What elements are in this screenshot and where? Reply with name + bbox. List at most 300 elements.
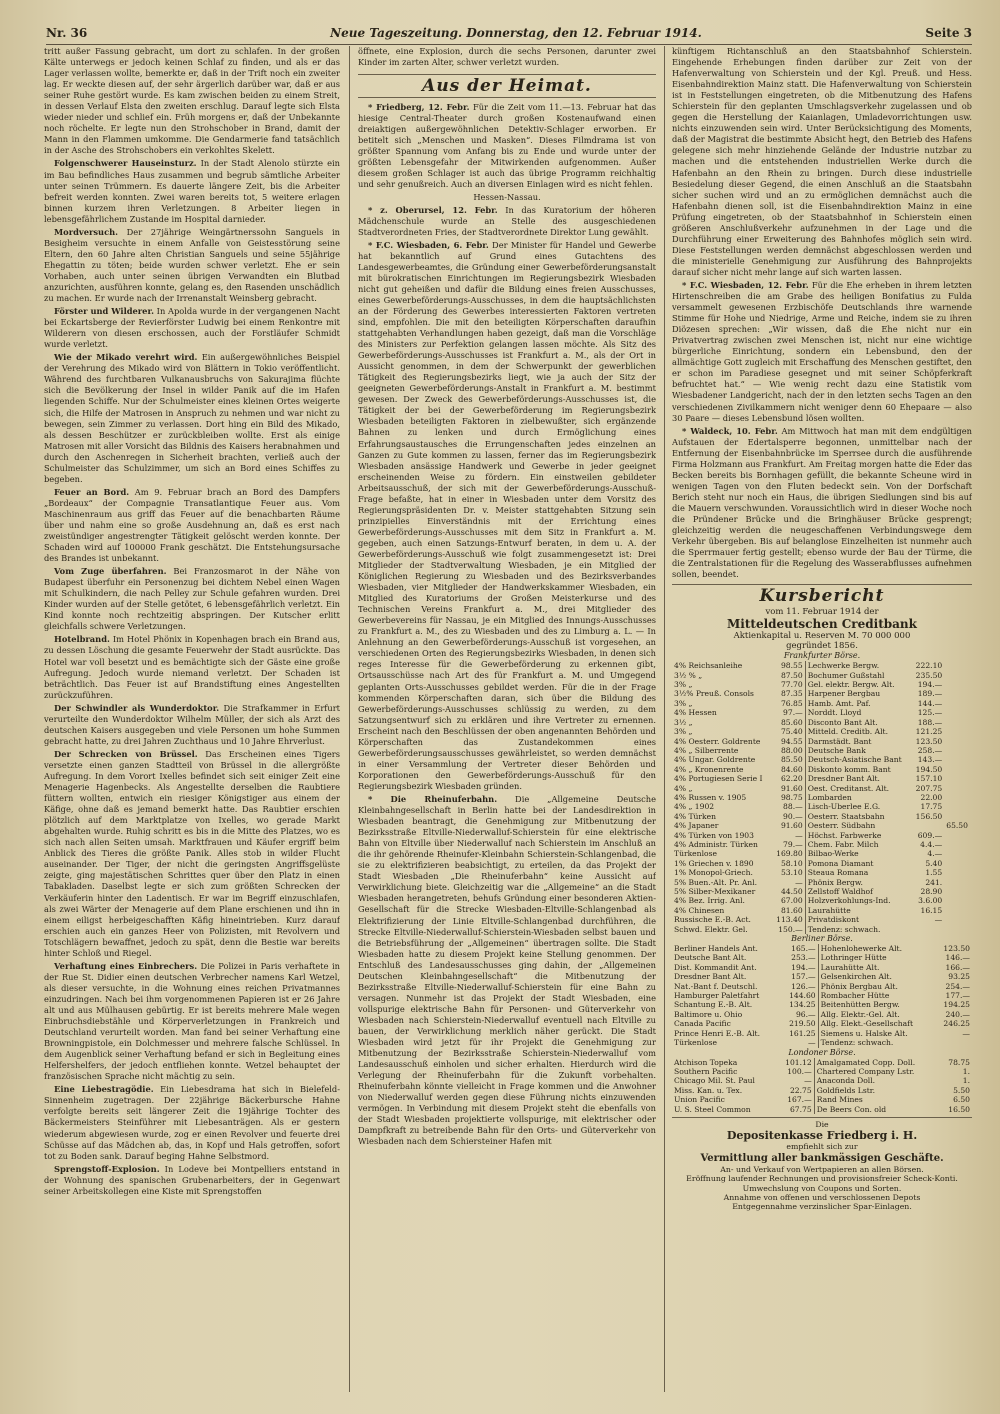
security-name: Disconto Bant Alt. (805, 718, 911, 727)
news-item (44, 566, 340, 632)
quote-row (672, 925, 972, 934)
quote-value: 134.25 (789, 1000, 816, 1010)
page-header (46, 26, 972, 45)
quote-value: 194.50 (915, 764, 943, 774)
security-name: Berliner Handels Ant. (674, 944, 758, 954)
news-headline: Mordversuch. (54, 226, 119, 237)
quote-row (672, 727, 972, 736)
quote-value: 96.— (795, 1009, 816, 1019)
quote-value: 150.— (778, 924, 803, 934)
quote-row (672, 1058, 972, 1067)
ad-recommend: empfiehlt sich zur (786, 1142, 858, 1152)
quote-value: 235.50 (915, 670, 943, 680)
column-3 (672, 46, 972, 1392)
quote-value (911, 925, 944, 934)
quote-value (911, 821, 944, 830)
security-name: Rand Mines (814, 1095, 940, 1104)
quote-row (672, 1038, 972, 1047)
quote-value: 22.00 (920, 792, 943, 802)
security-name: U. S. Steel Common (674, 1104, 751, 1114)
quote-row (672, 840, 972, 849)
security-name: Canada Pacific (674, 1019, 731, 1029)
security-name: Goldfields Lstr. (814, 1086, 940, 1095)
news-text: Am Mittwoch hat man mit dem endgültigen Aufstauen der Edertalsperre begonnen, unmittelbar nach der Entfernung der Eisenbahnbrücke im Sperrsee durch die ausführende Firma Holzmann aus Frankfurt. Am Freitag morgen hatte die Eder das Becken bereits bis Bornhagen gefüllt, die bekannte Scheune wird in wenigen Tagen von den Fluten bedeckt sein. Von der Dorfschaft Berich steht nur noch ein Haus, die übrigen Siedlungen sind bis auf die Mauern verschwunden. Voraussichtlich wird in dieser Woche noch die Pründener Brücke und die Bringhäuser Brücke gesprengt; gleichzeitig werden die neugeschaffenen Verbindungswege dem Verkehr übergeben. Bis auf belanglose Einzelheiten ist nunmehr auch die Sperrmauer fertig gestellt; ebenso wurde der Bau der Türme, die die Zentralstationen für die Regelung des Wasserabflusses aufnehmen sollen, beendet. (672, 425, 972, 580)
quote-value: 254.— (945, 981, 970, 991)
security-name: Bochumer Gußstahl (805, 671, 911, 680)
quote-value: 16.50 (948, 1104, 970, 1114)
security-name: Lechwerke Bergw. (805, 661, 911, 670)
security-name: Darmstädt. Bant (805, 737, 911, 746)
news-text: tritt außer Fassung gebracht, um dort zu schlafen. In der großen Kälte unterwegs er jedoch keinen Schlaf zu finden, und als er das Lager verlassen wollte, bemerkte er, daß in der Trift noch ein zweiter lag. Er weckte diesen auf, der sehr ärgerlich darüber war, daß er aus seiner Ruhe gestört wurde. Es kam zwischen beiden zu einem Streit, in dessen Verlauf Elsta den zweiten erschlug. Darauf legte sich Elsta wieder nieder und schlief ein. Früh morgens er, daß der Unbekannte noch röchelte. Er legte nun den Strohschober in Brand, damit der Mann in den Flammen umkomme. Die Gendarmerie fand tatsächlich in der Asche des Strohschobers ein verkohltes Skelett. (44, 46, 340, 156)
quote-value: 125.— (917, 708, 943, 718)
security-name: 1% Griechen v. 1890 (674, 858, 754, 868)
quote-row (672, 689, 972, 698)
quote-value: 87.50 (780, 670, 803, 680)
news-headline: * z. Oberursel, 12. Febr. (368, 204, 498, 215)
quote-row (672, 878, 972, 887)
news-text: Für die Zeit vom 11.—13. Februar hat das hiesige Central-Theater durch großen Kostenaufwand einen dreiaktigen außergewöhnlichen Detektiv-Schlager erworben. Er betitelt sich „Menschen und Masken“. Dieses Filmdrama ist von größter Spannung vom Anfang bis zu Ende und wurde unter der größten Lebensgefahr der Mitwirkenden aufgenommen. Außer diesem großen Schlager ist auch das übrige Programm reichhaltig und sehr genußreich. Auch an diversen Einlagen wird es nicht fehlen. (358, 102, 656, 190)
quote-value: 62.20 (780, 774, 803, 784)
news-text: Ein außergewöhnliches Beispiel der Verehrung des Mikado wird von Blättern in Tokio veröffentlicht. Während des furchtbaren Vulkanausbruchs von Sakurajima flüchte sich die Bevölkerung der Insel in wilder Panik auf die im Hafen liegenden Schiffe. Nur der Schulmeister eines kleinen Ortes weigerte sich, die Hilfe der Matrosen in Anspruch zu nehmen und war nicht zu bewegen, sein Zimmer zu verlassen. Dort hing ein Bild des Mikado, als dessen Beschützer er zurückbleiben wollte. Erst als einige Matrosen mit aller Vorsicht das Bildnis des Kaisers herabnahmen und durch den Aschenregen in Sicherheit brachten, verließ auch der Schulmeister das Schulzimmer, um sich an Bord eines Schiffes zu begeben. (44, 352, 340, 484)
market-report-title: Kursbericht (672, 584, 972, 607)
security-name: Bilbao-Werke (805, 849, 911, 858)
quote-row (672, 774, 972, 783)
quote-row (672, 944, 972, 953)
quote-row (672, 708, 972, 717)
news-text: In das Kuratorium der höheren Mädchenschule wurde an Stelle des ausgeschiedenen Stadtverordneten Fries, der Stadtverordnete Direktor Lung gewählt. (358, 204, 656, 237)
quote-value: 1. (962, 1076, 970, 1086)
news-text: In Apolda wurde in der vergangenen Nacht bei Eckartsberge der Revierförster Ludwig bei einem Renkontre mit Wilderern von diesen erschossen, auch der Forstläufer Schmidt wurde verletzt. (44, 306, 340, 350)
news-item (44, 1164, 340, 1197)
security-name: Mitteld. Creditb. Alt. (805, 727, 911, 736)
quote-row (672, 671, 972, 680)
quote-value: 219.50 (789, 1019, 816, 1029)
market-report-date: vom 11. Februar 1914 der (765, 607, 879, 618)
quote-value: 98.75 (780, 792, 803, 802)
news-text: In der Stadt Alenolo stürzte ein im Bau befindliches Haus zusammen und begrub sämtliche Arbeiter unter seinen Trümmern. Es dauerte längere Zeit, bis die Arbeiter befreit werden konnten. Zwei waren bereits tot, 5 weitere erlagen binnen kurzem ihren Verletzungen. 8 Arbeiter liegen in lebensgefährlichem Zustande im Hospital darnieder. (44, 158, 340, 224)
quote-value: 98.55 (780, 661, 803, 671)
news-item (358, 205, 656, 238)
security-name: 4% Türken (674, 811, 717, 821)
security-name: Steaua Romana (805, 868, 911, 877)
security-name: 5% Silber-Mexikaner (674, 887, 756, 896)
quote-value: 166.— (945, 962, 970, 972)
quote-value: 88.00 (780, 745, 803, 755)
quote-row (672, 755, 972, 764)
news-text: Der Minister für Handel und Gewerbe hat bekanntlich auf Grund eines Gutachtens des Landesgewerbeamtes, die Gründung einer Gewerbeförderungsanstalt mit bürokratischen Einrichtungen im Regierungsbezirk Wiesbaden nicht gut geheißen und dafür die Bildung eines freien Ausschusses, eines Gewerbeförderungs-Ausschusses, in dem die hauptsächlichsten an der Förderung des Gewerbes interessierten Faktoren vertreten sind, empfohlen. Die mit den beteiligten Körperschaften daraufhin stattgehabten Verhandlungen haben gezeigt, daß man die Vorschläge des Ministers zur Perfektion gelangen lassen möchte. Als Sitz des Gewerbeförderungs-Ausschusses ist Frankfurt a. M., als der Ort in Aussicht genommen, in dem der Schwerpunkt der gewerblichen Tätigkeit des Regierungsbezirks liegt, wie ja auch der Sitz der geeigneten Gewerbeförderungs-Anstalt in Frankfurt a. M. bestimmt gewesen. Der Zweck des Gewerbeförderungs-Ausschusses ist, die Tätigkeit der bei der Gewerbeförderung im Regierungsbezirk Wiesbaden beteiligten Faktoren in zielbewußter, sich ergänzende Bahnen zu lenken und durch Ermöglichung eines Erfahrungsaustausches die Errungenschaften jedes einzelnen an Ganzen zu Gute kommen zu lassen, ferner das im Regierungsbezirk Wiesbaden ansässige Handwerk und Gewerbe in jeder geeignet erscheinenden Weise zu fördern. Ein einstweilen gebildeter Arbeitsausschuß, der sich mit der Gewerbeförderungs-Ausschuß-Frage befaßte, hat in einer in Wiesbaden unter dem Vorsitz des Regierungspräsidenten Dr. v. Meister stattgehabten Sitzung sein prinzipielles Einverständnis mit der Errichtung eines Gewerbeförderungs-Ausschusses mit dem Sitz in Frankfurt a. M. gegeben, auch einen Satzungs-Entwurf beraten, in dem u. A. der Gewerbeförderungs-Ausschuß wie folgt zusammengesetzt ist: Drei Mitglieder der Stadtverwaltung Wiesbaden, je ein Mitglied der Königlichen Regierung zu Wiesbaden und des Bezirksverbandes Wiesbaden, vier Mitglieder der Handwerkskammer Wiesbaden, ein Mitglied des Kuratoriums der Großen Meisterkurse und des Technischen Vereins Frankfurt a. M., drei Mitglieder des Gewerbevereins für Nassau, je ein Mitglied des Innungs-Ausschusses zu Frankfurt a. M., des zu Wiesbaden und des zu Limburg a. L. — In Anlehnung an den Gewerbeförderungs-Ausschuß ist vorgesehen, an verschiedenen Orten des Regierungsbezirks Wiesbaden, in denen sich reges Interesse für die Gewerbeförderung zu erkennen gibt, Ortsausschüsse nach Art des für Frankfurt a. M. und Umgegend geplanten Orts-Ausschusses gebildet werden. Für die in der Frage kommenden Körperschaften daran, sich über die Bildung des Gewerbeförderungs-Ausschusses schlüssig zu werden, zu dem Satzungsentwurf sich zu erklären und ihre Vertreter zu ernennen. Erscheint nach den Beschlüssen der oben angenannten Behörden und Körperschaften das Zustandekommen eines Gewerbeförderungsausschusses gewährleistet, so werden demnächst in einer Versammlung der Vertreter dieser Behörden und Korporationen den Gewerbeförderungs-Ausschuß für den Regierungsbezirk Wiesbaden gründen. (358, 239, 656, 791)
news-headline: Eine Liebestragödie. (54, 1084, 154, 1095)
quote-row (672, 1000, 972, 1009)
quote-value: 207.75 (915, 783, 943, 793)
news-item (44, 634, 340, 700)
quote-value: — (934, 915, 943, 925)
security-name: 3% „ (674, 727, 693, 737)
quote-value: 144.— (917, 698, 943, 708)
quote-row (672, 982, 972, 991)
news-headline: Hotelbrand. (54, 634, 110, 645)
quote-row (672, 1029, 972, 1038)
security-name: Deutsche Bank (805, 746, 911, 755)
quote-value: 194.— (917, 680, 943, 690)
quote-value: 100.— (787, 1066, 812, 1076)
quote-value: 609.— (917, 830, 943, 840)
quote-value: 81.60 (780, 905, 803, 915)
quote-value: — (962, 1028, 970, 1038)
ad-service-line: Umwechslung von Coupons und Sorten. (742, 1183, 902, 1193)
security-name: Nat.-Bant f. Deutschl. (674, 981, 758, 991)
news-item (358, 102, 656, 190)
quote-row (672, 812, 972, 821)
quote-value: 87.35 (780, 689, 803, 699)
quote-value: 157.— (791, 972, 816, 982)
news-text: Im Hotel Phönix in Kopenhagen brach ein Brand aus, zu dessen Löschung die gesamte Feuerwehr der Stadt ausrückte. Das Hotel war voll besetzt und es bemächtigte sich der Gäste eine große Aufregung. Jedoch wurde niemand verletzt. Der Schaden ist beträchtlich. Das Feuer ist auf Brandstiftung eines Angestellten zurückzuführen. (44, 634, 340, 700)
news-headline: * Die Rheinuferbahn. (368, 794, 498, 804)
security-name: 4% „ 1902 (674, 802, 715, 812)
bank-name: Mitteldeutschen Creditbank (727, 617, 917, 632)
security-name: Gel. elektr. Bergw. Alt. (805, 680, 911, 689)
quote-value: 78.75 (948, 1057, 970, 1067)
quote-value: 17.75 (920, 802, 943, 812)
quote-value: 143.— (917, 755, 943, 765)
quote-value: 4.— (927, 849, 943, 859)
quote-value: 97.— (783, 708, 803, 718)
security-name: Zellstoff Waldhof (805, 887, 911, 896)
quote-value: 146.— (945, 953, 970, 963)
security-name: 4% Chinesen (674, 905, 725, 915)
security-name: 4% Hessen (674, 708, 717, 718)
security-name: Union Pacific (674, 1095, 725, 1105)
news-headline: Der Schwindler als Wunderdoktor. (54, 702, 220, 713)
news-item (672, 46, 972, 278)
ad-service-line: Entgegennahme verzinslicher Spar-Einlagen. (732, 1202, 912, 1212)
quote-value: 258.— (917, 745, 943, 755)
quote-value: 4.4.— (920, 839, 943, 849)
security-name: 4% Japaner (674, 821, 719, 831)
quote-row (672, 737, 972, 746)
security-name: Dresdner Bant Alt. (805, 774, 911, 783)
security-name: Hohenlohewerke Alt. (818, 944, 935, 953)
news-text: künftigem Richtanschluß an den Staatsbahnhof Schierstein. Eingehende Erhebungen finden darüber zur Zeit von der Hafenverwaltung von Schierstein und der Kgl. Preuß. und Hess. Eisenbahndirektion Mainz statt. Die Hafenverwaltung von Schierstein ist in Feststellungen eingetreten, ob die Mitbenutzung des Hafens Schierstein für den geplanten Umschlagsverkehr zugelassen und ob gegen die Herstellung der Kaianlagen, Umladevorrichtungen usw. nichts einzuwenden sein wird. Unter Berücksichtigung des Moments, daß der Magistrat die bestimmte Absicht hegt, den Betrieb des Hafens gelegene sich mehr hinziehende Gelände der Industrie nutzbar zu machen und die entstehenden industriellen Werke durch die Hafenbahn an den Rhein zu bringen. Durch diese industrielle Besiedelung dieser Gegend, die einen Anschluß an die Staatsbahn sicher suchen wird und an zu ermöglichen demnächst auch die Hafenbahn dienen soll, ist die Eisenbahndirektion Mainz in eine Prüfung eingetreten, ob der Staatsbahnhof in Schierstein einen größeren Anschlußverkehr aufzunehmen in der Lage und die Durchführung einer Erweiterung des Bahnhofes möglich sein wird. Diese Feststellungen werden demnächst abgeschlossen werden und die ministerielle Genehmigung zur Ausführung des Bahnprojekts darauf sicher nicht mehr lange auf sich warten lassen. (672, 46, 972, 277)
security-name: Türkenlose (674, 1038, 717, 1048)
news-text: Bei Franzosmarot in der Nähe von Budapest überfuhr ein Personenzug bei dichtem Nebel einen Wagen mit Schulkindern, die nach Pelley zur Schule gefahren wurden. Drei Kinder wurden auf der Stelle getötet, 6 lebensgefährlich verletzt. Ein Kind konnte noch rechtzeitig abspringen. Der Kutscher erlitt gleichfalls schwere Verletzungen. (44, 566, 340, 632)
quote-value: 161.25 (789, 1028, 816, 1038)
quote-row (672, 849, 972, 858)
quote-value (935, 1038, 972, 1047)
quote-row (672, 746, 972, 755)
quote-value: 76.85 (780, 698, 803, 708)
security-name: Allg. Elektr.-Gel. Alt. (818, 1010, 935, 1019)
news-headline: Verhaftung eines Einbrechers. (54, 960, 198, 971)
quote-value: — (795, 877, 803, 887)
quote-row (672, 1067, 972, 1076)
quote-value: 90.— (783, 811, 803, 821)
quote-value: 22.75 (789, 1085, 812, 1095)
quote-row (672, 784, 972, 793)
security-name: Chartered Company Lstr. (814, 1067, 940, 1076)
security-name: 4% „ Silberrente (674, 745, 739, 755)
quote-value: 91.60 (780, 821, 803, 831)
quote-value: 6.50 (953, 1095, 970, 1105)
security-name: 5% Buen.-Alt. Pr. Anl. (674, 877, 758, 887)
security-name: Oesterr. Südbahn (805, 821, 911, 830)
news-text: Ein Liebesdrama hat sich in Bielefeld-Sinnenheim zugetragen. Der 22jährige Bäckerbursche Hahne verfolgte bereits seit längerer Zeit die 19jährige Tochter des Bäckermeisters Steinführer mit Liebesanträgen. Als er gestern wiederum abgewiesen wurde, zog er einen Revolver und feuerte drei Schüsse auf das Mädchen ab, das, in Kopf und Hals getroffen, sofort tot zu Boden sank. Darauf beging Hahne Selbstmord. (44, 1084, 340, 1161)
news-item (358, 240, 656, 792)
column-1 (44, 46, 340, 1392)
security-name: Phönix Bergbau Alt. (818, 982, 935, 991)
news-headline: Folgenschwerer Hauseinsturz. (54, 158, 197, 169)
news-text: Das Erscheinen eines Tigers versetzte einen ganzen Stadtteil von Brüssel in die allergrößte Aufregung. In dem Vorort Ixelles befindet sich seit einiger Zeit eine Menagerie Hagenbecks. Als Angestellte derselben die Raubtiere füttern wollten, entwich ein riesiger Königstiger aus einem der Käfige, ohne daß es jemand bemerkt hatte. Das Raubtier erschien plötzlich auf dem Marktplatze von Ixelles, wo gerade Markt abgehalten wurde. Ruhig schritt es bis in die Mitte des Platzes, wo es sich nach allen Seiten umsah. Marktfrauen und Käufer ergriff beim Anblick des Tieres die größte Panik. Alles stob in wilder Flucht auseinander. Der Tiger, der nicht die geringsten Angriffsgelüste zeigte, ging majestätischen Schrittes quer über den Platz in einen Tabakladen. Daselbst legte er sich zum größten Schrecken der Verkäuferin hinter den Ladentisch. Er war im Begriff einzuschlafen, als zwei Wärter der Menagerie auf dem Plane erschienen und ihn in einem eiligst herbeigeschafften Käfig hineintrieben. Kurz darauf erschien auch ein ganzes Heer von Polizisten, mit Revolvern und Totschlägern bewaffnet, jedoch zu spät, denn die Bestie war bereits hinter Schloß und Riegel. (44, 748, 340, 958)
bank-capital: Aktienkapital u. Reserven M. 70 000 000 (733, 631, 911, 642)
quote-row (672, 915, 972, 924)
quote-row (672, 906, 972, 915)
security-name: Lothringer Hütte (818, 953, 935, 962)
security-name: 4% Portugiesen Serie I (674, 774, 763, 784)
quote-row (672, 1086, 972, 1095)
security-name: 3% „ (674, 680, 693, 690)
bank-founded: gegründet 1856. (786, 641, 858, 652)
security-name: Beitenhütten Bergw. (818, 1000, 935, 1009)
security-name: Türkenlose (674, 849, 717, 859)
security-name: Holzverkohlungs-Ind. (805, 896, 911, 905)
quote-value: 88.— (783, 802, 803, 812)
quote-row (672, 1076, 972, 1085)
bank-advertisement (672, 1117, 972, 1212)
news-item (44, 227, 340, 304)
security-name: Tendenz: schwach. (805, 925, 911, 934)
news-item (358, 794, 656, 1148)
security-name: 3% „ (674, 698, 693, 708)
masthead-line: Neue Tageszeitung. Donnerstag, den 12. Februar 1914. (330, 26, 702, 40)
quote-value: 67.75 (789, 1104, 812, 1114)
ad-service-line: An- und Verkauf von Wertpapieren an allen Börsen. (720, 1164, 924, 1174)
quote-value: 253.— (791, 953, 816, 963)
page-label: Seite 3 (925, 26, 972, 40)
quote-row (672, 718, 972, 727)
quote-value: 246.25 (943, 1019, 970, 1029)
security-name: 4% Bez. Irrig. Anl. (674, 896, 745, 906)
security-name: Prince Henri E.-B. Alt. (674, 1028, 761, 1038)
quote-row (672, 896, 972, 905)
security-name: 1% Monopol-Griech. (674, 868, 753, 878)
news-item (44, 46, 340, 156)
quote-row (672, 802, 972, 811)
security-name: Russische E.-B. Act. (674, 915, 751, 925)
quote-value: 79.— (783, 839, 803, 849)
news-headline: Feuer an Bord. (54, 486, 130, 497)
quote-value: 156.50 (915, 811, 943, 821)
security-name: Allg. Elekt.-Gesellschaft (818, 1019, 935, 1028)
quote-value: 123.50 (915, 736, 943, 746)
quote-row (672, 859, 972, 868)
security-name: Diskonto komm. Bant (805, 765, 911, 774)
quote-value: 101.12 (785, 1057, 812, 1067)
news-headline: * F.C. Wiesbaden, 6. Febr. (368, 239, 489, 250)
security-name: 4% Ungar. Goldrente (674, 755, 756, 765)
security-name: Southern Pacific (674, 1066, 738, 1076)
security-name: 65.50 (946, 821, 968, 831)
quote-value: 240.— (945, 1009, 970, 1019)
quote-row (672, 991, 972, 1000)
news-headline: * Waldeck, 10. Febr. (682, 425, 778, 436)
quote-value: 167.— (787, 1095, 812, 1105)
quote-row (672, 868, 972, 877)
quote-value: 188.— (917, 717, 943, 727)
quote-row (672, 661, 972, 670)
quote-value: 177.— (945, 991, 970, 1001)
quote-value: 113.40 (776, 915, 803, 925)
news-text: Am 9. Februar brach an Bord des Dampfers „Bordeaux“ der Compagnie Transatlantique Feuer aus. Vom Maschinenraum aus griff das Feuer auf die benachbarten Räume über und nahm eine so große Ausdehnung an, daß es erst nach zweistündiger angestrengter Tätigkeit gelöscht werden konnte. Der Schaden wird auf 100000 Frank geschätzt. Die Entstehungsursache des Brandes ist unbekannt. (44, 486, 340, 564)
security-name: Atchison Topeka (674, 1057, 738, 1067)
security-name: Baltimore u. Ohio (674, 1009, 743, 1019)
security-name: Laurahütte Alt. (818, 963, 935, 972)
section-title: Aus der Heimat. (358, 74, 656, 98)
security-name: Amalgamated Copp. Doll. (814, 1058, 940, 1067)
quotes-table-london (672, 1058, 972, 1114)
security-name: 4% „ (674, 783, 693, 793)
column-rule (349, 46, 350, 1392)
security-name: Tendenz: schwach. (818, 1038, 935, 1047)
security-name: Pomona Diamant (805, 859, 911, 868)
security-name: Harpener Bergbau (805, 689, 911, 698)
quote-row (672, 699, 972, 708)
news-item (44, 352, 340, 485)
quote-row (672, 1095, 972, 1104)
quote-value: 165.— (791, 944, 816, 954)
news-headline: Der Schrecken von Brüssel. (54, 748, 198, 759)
news-item (44, 306, 340, 350)
quote-row (672, 821, 972, 830)
quote-value: — (795, 830, 803, 840)
security-name: 4% „ Kronenrente (674, 764, 744, 774)
quote-value: 241. (925, 877, 943, 887)
quote-value: 75.40 (780, 727, 803, 737)
column-2 (358, 46, 656, 1392)
security-name: Miss. Kan. u. Tex. (674, 1085, 743, 1095)
news-item (44, 703, 340, 747)
quote-value: 189.— (917, 689, 943, 699)
quote-value: 16.15 (920, 905, 943, 915)
ad-headline: Vermittlung aller bankmässigen Geschäfte. (700, 1152, 944, 1164)
security-name: Privatdiskont (805, 915, 911, 924)
quote-value: 1.55 (925, 868, 943, 878)
news-item (44, 487, 340, 564)
quote-row (672, 831, 972, 840)
security-name: Dresdner Bant Alt. (674, 972, 747, 982)
news-item (44, 1084, 340, 1161)
security-name: 4% Reichsanleihe (674, 661, 743, 671)
quote-value: 84.60 (780, 764, 803, 774)
quote-value: 58.10 (780, 858, 803, 868)
region-heading: Hessen-Nassau. (473, 192, 541, 203)
security-name: Lombarden (805, 793, 911, 802)
quote-row (672, 680, 972, 689)
quote-value: 94.55 (780, 736, 803, 746)
security-name: Höchst. Farbwerke (805, 831, 911, 840)
quote-row (672, 887, 972, 896)
security-name: Schwd. Elektr. Gel. (674, 924, 748, 934)
news-item (44, 158, 340, 224)
news-headline: Vom Zuge überfahren. (54, 566, 167, 577)
exchange-heading: Berliner Börse. (791, 934, 853, 944)
quote-row (672, 765, 972, 774)
quote-value: 44.50 (780, 887, 803, 896)
security-name: Norddt. Lloyd (805, 708, 911, 717)
quotes-table-frankfurt (672, 661, 972, 934)
security-name: 3½% Preuß. Consols (674, 689, 754, 699)
security-name: De Beers Con. old (814, 1105, 940, 1114)
news-text: Die Strafkammer in Erfurt verurteilte den Wunderdoktor Wilhelm Müller, der sich als Arzt des deutschen Kaisers ausgegeben und viele Personen um hohe Summen gebracht hatte, zu drei Jahren Zuchthaus und 10 Jahre Ehrverlust. (44, 702, 340, 746)
quote-row (672, 793, 972, 802)
security-name: Deutsch-Asiatische Bant (805, 755, 911, 764)
news-headline: * F.C. Wiesbaden, 12. Febr. (682, 279, 809, 290)
quote-value: 144.60 (789, 991, 816, 1001)
quote-value: 5.40 (925, 858, 943, 868)
ad-service-line: Annahme von offenen und verschlossenen Depots (723, 1192, 921, 1202)
news-text: Für die Ehe erheben in ihrem letzten Hirtenschreiben die am Grabe des heiligen Bonifatius zu Fulda versammelt gewesenen Erzbischöfe Deutschlands ihre warnende Stimme für Hohe und Niedrige, Arme und Reiche, indem sie zu ihren Diözesen sprechen: „Wir wissen, daß die Ehe nicht nur ein Privatvertrag zwischen zwei Menschen ist, nicht nur eine wichtige bürgerliche Einrichtung, sondern ein Lebensbund, den der allmächtige Gott zugleich mit Erschaffung des Menschen gestiftet, den er schon im Paradiese gesegnet und mit seiner Schöpferkraft befruchtet hat.“ — Wie wenig recht dazu eine Statistik vom Wiesbadener Landgericht, nach der in den letzten sechs Tagen an den verschiedenen Zivilkammern nicht weniger denn 60 Ehepaare — also 30 Paare — dieses Lebensbund lösen wollten. (672, 279, 972, 423)
security-name: Deutsche Bant Alt. (674, 953, 747, 963)
quote-value: 91.60 (780, 783, 803, 793)
quote-value: — (804, 1076, 812, 1086)
quote-row (672, 953, 972, 962)
quote-row (672, 1019, 972, 1028)
quote-value: 121.25 (915, 727, 943, 737)
column-rule (664, 46, 665, 1392)
exchange-heading: Londoner Börse. (788, 1047, 856, 1057)
quote-value: 85.60 (780, 717, 803, 727)
quote-value: 53.10 (780, 868, 803, 878)
security-name: Gelsenkirchen Alt. (818, 972, 935, 981)
security-name: Rombacher Hütte (818, 991, 935, 1000)
quote-row (672, 1105, 972, 1114)
news-item (44, 749, 340, 959)
news-text: In Lodeve bei Montpelliers entstand in der Wohnung des spanischen Grubenarbeiters, der in Gegenwart seiner Arbeitskollegen eine Kiste mit Sprengstoffen (44, 1163, 340, 1196)
exchange-heading: Frankfurter Börse. (783, 651, 861, 661)
security-name: Oesterr. Staatsbahn (805, 812, 911, 821)
quotes-table-berlin (672, 944, 972, 1047)
quote-value: 28.90 (920, 887, 943, 896)
security-name: Siemens u. Halske Alt. (818, 1029, 935, 1038)
ad-service-line: Eröffnung laufender Rechnungen und provisionsfreier Scheck-Konti. (686, 1174, 958, 1184)
quote-value: 194.25 (943, 1000, 970, 1010)
quote-value: 169.80 (776, 849, 803, 859)
page-number: Nr. 36 (46, 26, 88, 40)
news-text: Der 27jährige Weingärtnerssohn Sanguels in Besigheim versuchte in einem Anfalle von Geistesstörung seine Eltern, den 60 Jahre alten Christian Sanguels und seine 55jährige Ehegattin zu töten; beide wurden schwer verletzt. Ehe er sein Vorhaben, auch unter seinen übrigen Verwandten ein Blutbad anzurichten, ausführen konnte, gelang es, den Rasenden unschädlich zu machen. Er wurde nach der Irrenanstalt Weinsberg gebracht. (44, 226, 340, 304)
security-name: Dist. Kommandit Ant. (674, 962, 757, 972)
quote-value: 157.10 (915, 774, 943, 784)
news-headline: Wie der Mikado verehrt wird. (54, 352, 198, 363)
security-name: Anaconda Doll. (814, 1076, 940, 1085)
quote-value: 77.70 (780, 680, 803, 690)
quote-value: 85.50 (780, 755, 803, 765)
security-name: 3½ „ (674, 717, 693, 727)
security-name: 4% Administr. Türken (674, 839, 758, 849)
quote-value: 126.— (791, 981, 816, 991)
ad-bank-name: Depositenkasse Friedberg i. H. (726, 1129, 918, 1143)
quote-value: 93.25 (948, 972, 970, 982)
article-continuation: öffnete, eine Explosion, durch die sechs Personen, darunter zwei Kinder im zarten Alter, schwer verletzt wurden. (358, 46, 656, 68)
quote-row (672, 972, 972, 981)
quote-value: 3.6.00 (918, 896, 943, 906)
ad-prefix: Die (815, 1119, 829, 1129)
quote-value: 5.50 (953, 1085, 970, 1095)
security-name: Chem. Fabr. Milch (805, 840, 911, 849)
security-name: Hamburger Paletfahrt (674, 991, 760, 1001)
quote-row (672, 1010, 972, 1019)
security-name: Hamb. Amt. Paf. (805, 699, 911, 708)
security-name: Schantung E.-B. Alt. (674, 1000, 753, 1010)
security-name: 4% Oesterr. Goldrente (674, 736, 761, 746)
quote-value: 222.10 (915, 661, 943, 671)
